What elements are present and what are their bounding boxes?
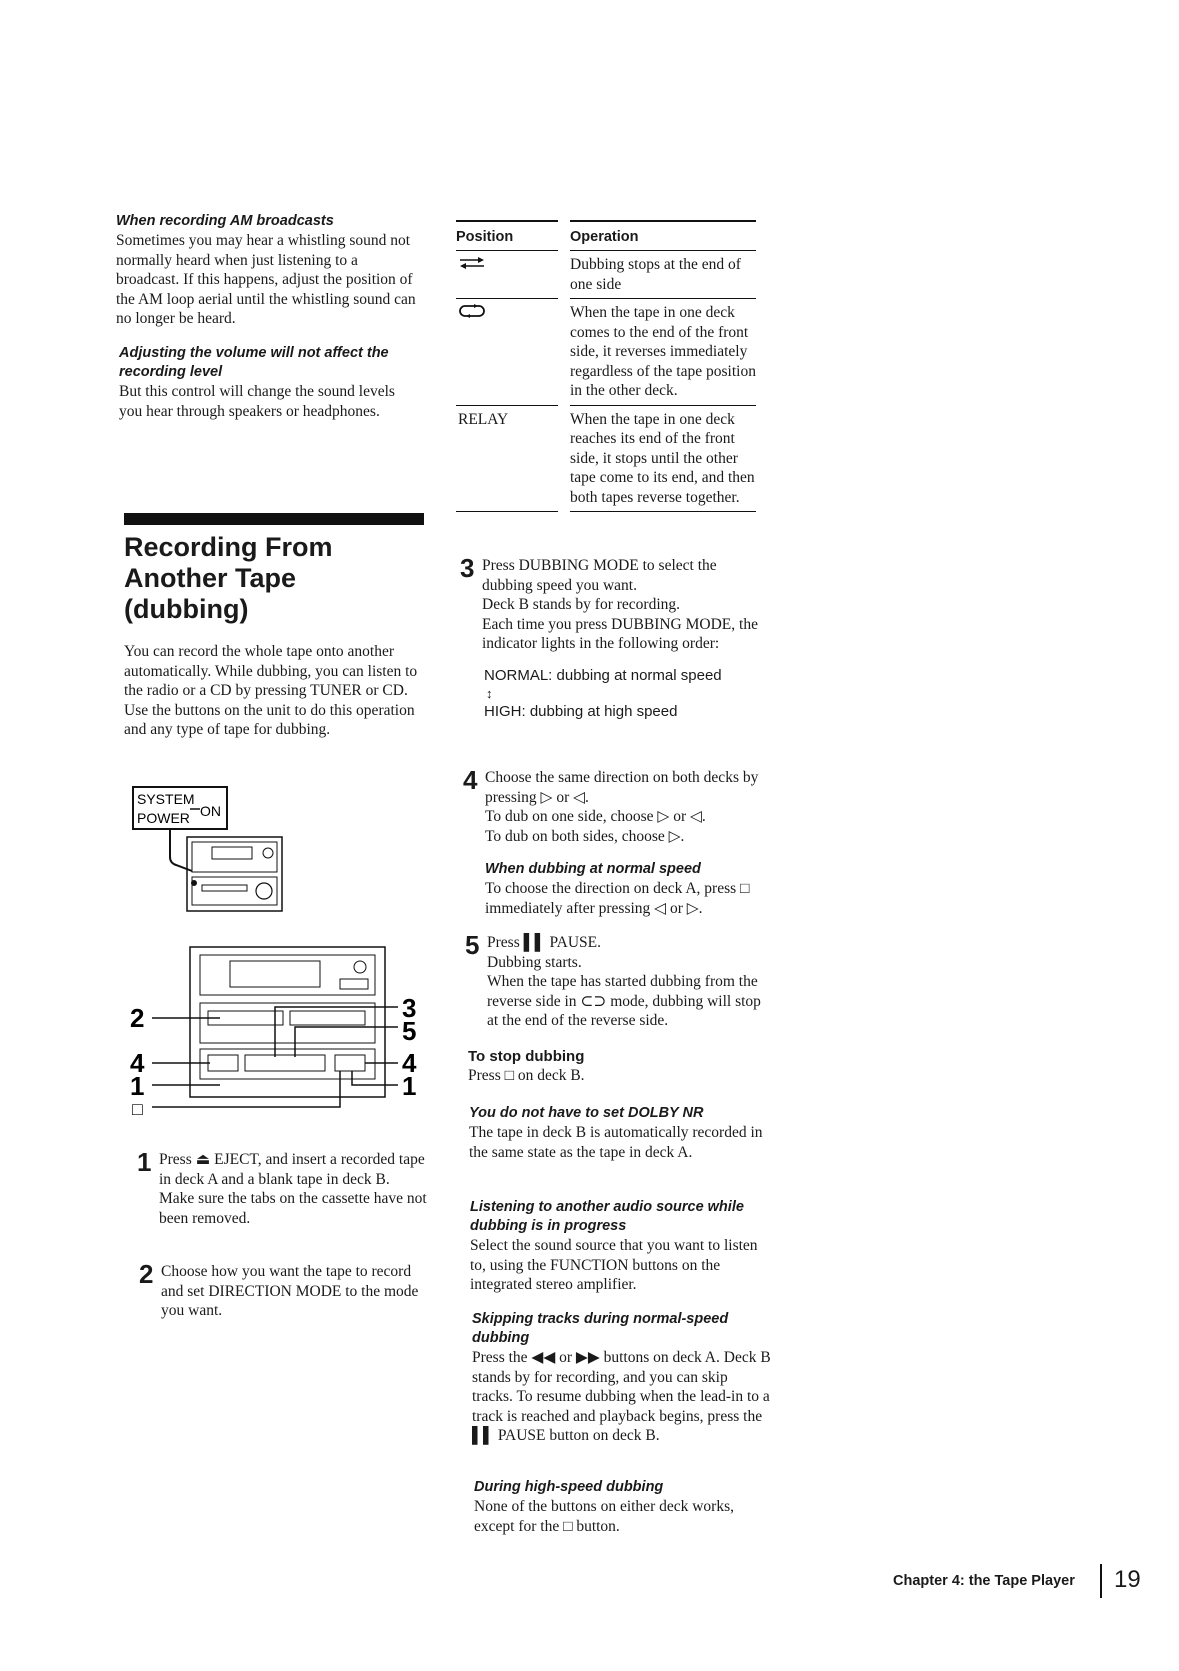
step-4: [463, 765, 763, 918]
table-row: [456, 251, 756, 299]
callout-5: 5: [402, 1016, 417, 1046]
step-text: Press ⏏ EJECT, and insert a recorded tape in deck A and a blank tape in deck B.: [159, 1151, 425, 1188]
step-text: Choose the same direction on both decks by pressing ▷ or ◁.: [485, 769, 759, 806]
step-text: When the tape has started dubbing from the reverse side in ⊂⊃ mode, dubbing will stop at the end of the reverse side.: [487, 973, 761, 1029]
speed-high: HIGH: dubbing at high speed: [484, 702, 678, 720]
page-number: 19: [1114, 1566, 1141, 1593]
table-operation-text: When the tape in one deck reaches its end of the front side, it stops until the other tape come to its end, and then both tapes reverse together.: [570, 406, 756, 513]
step-number: 4: [463, 765, 478, 795]
table-operation-text: Dubbing stops at the end of one side: [570, 251, 756, 299]
speed-normal: NORMAL: dubbing at normal speed: [484, 666, 722, 684]
section-title: Recording From Another Tape (dubbing): [124, 532, 333, 624]
callout-1-right: 1: [402, 1071, 417, 1101]
system-power-diagram: [132, 785, 292, 915]
note-volume: [119, 344, 419, 421]
note-heading: Skipping tracks during normal-speed dubbing: [472, 1311, 729, 1346]
note-am-broadcasts: [116, 212, 416, 329]
table-operation-text: When the tape in one deck comes to the end of the front side, it reverses immediately regardless of the tape position in the other deck.: [570, 299, 756, 406]
updown-arrow-icon: ↕: [486, 685, 493, 701]
note-body: But this control will change the sound levels you hear through speakers or headphones.: [119, 383, 395, 420]
note-heading: When dubbing at normal speed: [485, 861, 701, 877]
step-text: To dub on both sides, choose ▷.: [485, 827, 685, 845]
step-1: [137, 1147, 432, 1228]
section-intro: You can record the whole tape onto another automatically. While dubbing, you can listen to the radio or a CD by pressing TUNER or CD. Use the buttons on the unit to do this operation and any type of tape for dubbing.: [124, 643, 418, 738]
step-2: [139, 1259, 434, 1321]
step-number: 2: [139, 1259, 154, 1289]
one-side-icon: [456, 251, 558, 299]
note-listening: [470, 1198, 770, 1295]
step-number: 3: [460, 553, 475, 583]
callout-4-right: 4: [402, 1048, 417, 1078]
step-text: Deck B stands by for recording.: [482, 596, 681, 613]
step-text: Each time you press DUBBING MODE, the indicator lights in the following order:: [482, 615, 758, 652]
table-header-position: Position: [456, 220, 558, 251]
direction-mode-table: [456, 220, 756, 512]
note-body: Press the ◀◀ or ▶▶ buttons on deck A. Deck B stands by for recording, and you can skip tracks. To resume dubbing when the lead-in to a track is reached and playback begins, press the ▌▌ PAUSE button on deck B.: [472, 1349, 771, 1444]
stop-heading: To stop dubbing: [468, 1048, 585, 1065]
note-high-speed: [474, 1478, 774, 1536]
on-label: ON: [200, 803, 221, 819]
callout-2: 2: [130, 1003, 145, 1033]
reverse-loop-icon: [456, 299, 558, 406]
callout-3: 3: [402, 993, 417, 1023]
note-skipping: [472, 1310, 772, 1446]
note-body: Sometimes you may hear a whistling sound not normally heard when just listening to a broadcast. If this happens, adjust the position of the AM loop aerial until the whistling sound can no longer be heard.: [116, 232, 416, 327]
callout-1-left: 1: [130, 1071, 145, 1101]
note-heading: You do not have to set DOLBY NR: [469, 1105, 704, 1121]
tape-deck-diagram: [130, 945, 430, 1145]
step-text: Make sure the tabs on the cassette have not been removed.: [159, 1190, 427, 1227]
stop-body: Press □ on deck B.: [468, 1067, 585, 1084]
step-number: 5: [465, 930, 480, 960]
step-text: Dubbing starts.: [487, 953, 582, 971]
power-label: POWER: [137, 810, 190, 826]
footer-divider: [1100, 1564, 1102, 1598]
note-body: Select the sound source that you want to listen to, using the FUNCTION buttons on the integrated stereo amplifier.: [470, 1237, 758, 1293]
step-text: To dub on one side, choose ▷ or ◁.: [485, 808, 706, 825]
system-label: SYSTEM: [137, 791, 195, 807]
note-heading: During high-speed dubbing: [474, 1479, 664, 1495]
table-row: [456, 406, 756, 513]
note-body: To choose the direction on deck A, press □ immediately after pressing ◁ or ▷.: [485, 880, 750, 917]
step-text: Choose how you want the tape to record and set DIRECTION MODE to the mode you want.: [161, 1263, 419, 1319]
note-body: The tape in deck B is automatically recorded in the same state as the tape in deck A.: [469, 1124, 763, 1161]
table-row: [456, 299, 756, 406]
step-5: [465, 930, 765, 1031]
step-text: Press ▌▌ PAUSE.: [487, 934, 601, 951]
tape-deck-illustration: [130, 945, 430, 1145]
note-heading: When recording AM broadcasts: [116, 213, 334, 229]
note-dolby: [469, 1104, 769, 1162]
table-header-operation: Operation: [570, 220, 756, 251]
step-number: 1: [137, 1147, 152, 1177]
chapter-label: Chapter 4: the Tape Player: [893, 1573, 1075, 1589]
table-position-text: RELAY: [456, 406, 558, 513]
stop-dubbing: [468, 1047, 768, 1086]
step-3: [460, 553, 760, 722]
callout-4-left: 4: [130, 1048, 145, 1078]
step-text: Press DUBBING MODE to select the dubbing speed you want.: [482, 557, 717, 594]
callout-stop-left: □: [132, 1099, 143, 1119]
stereo-unit-illustration: [132, 785, 292, 915]
note-heading: Adjusting the volume will not affect the recording level: [119, 345, 389, 380]
note-heading: Listening to another audio source while dubbing is in progress: [470, 1199, 744, 1234]
note-body: None of the buttons on either deck works, except for the □ button.: [474, 1498, 734, 1535]
section-title-bar: [124, 513, 424, 525]
